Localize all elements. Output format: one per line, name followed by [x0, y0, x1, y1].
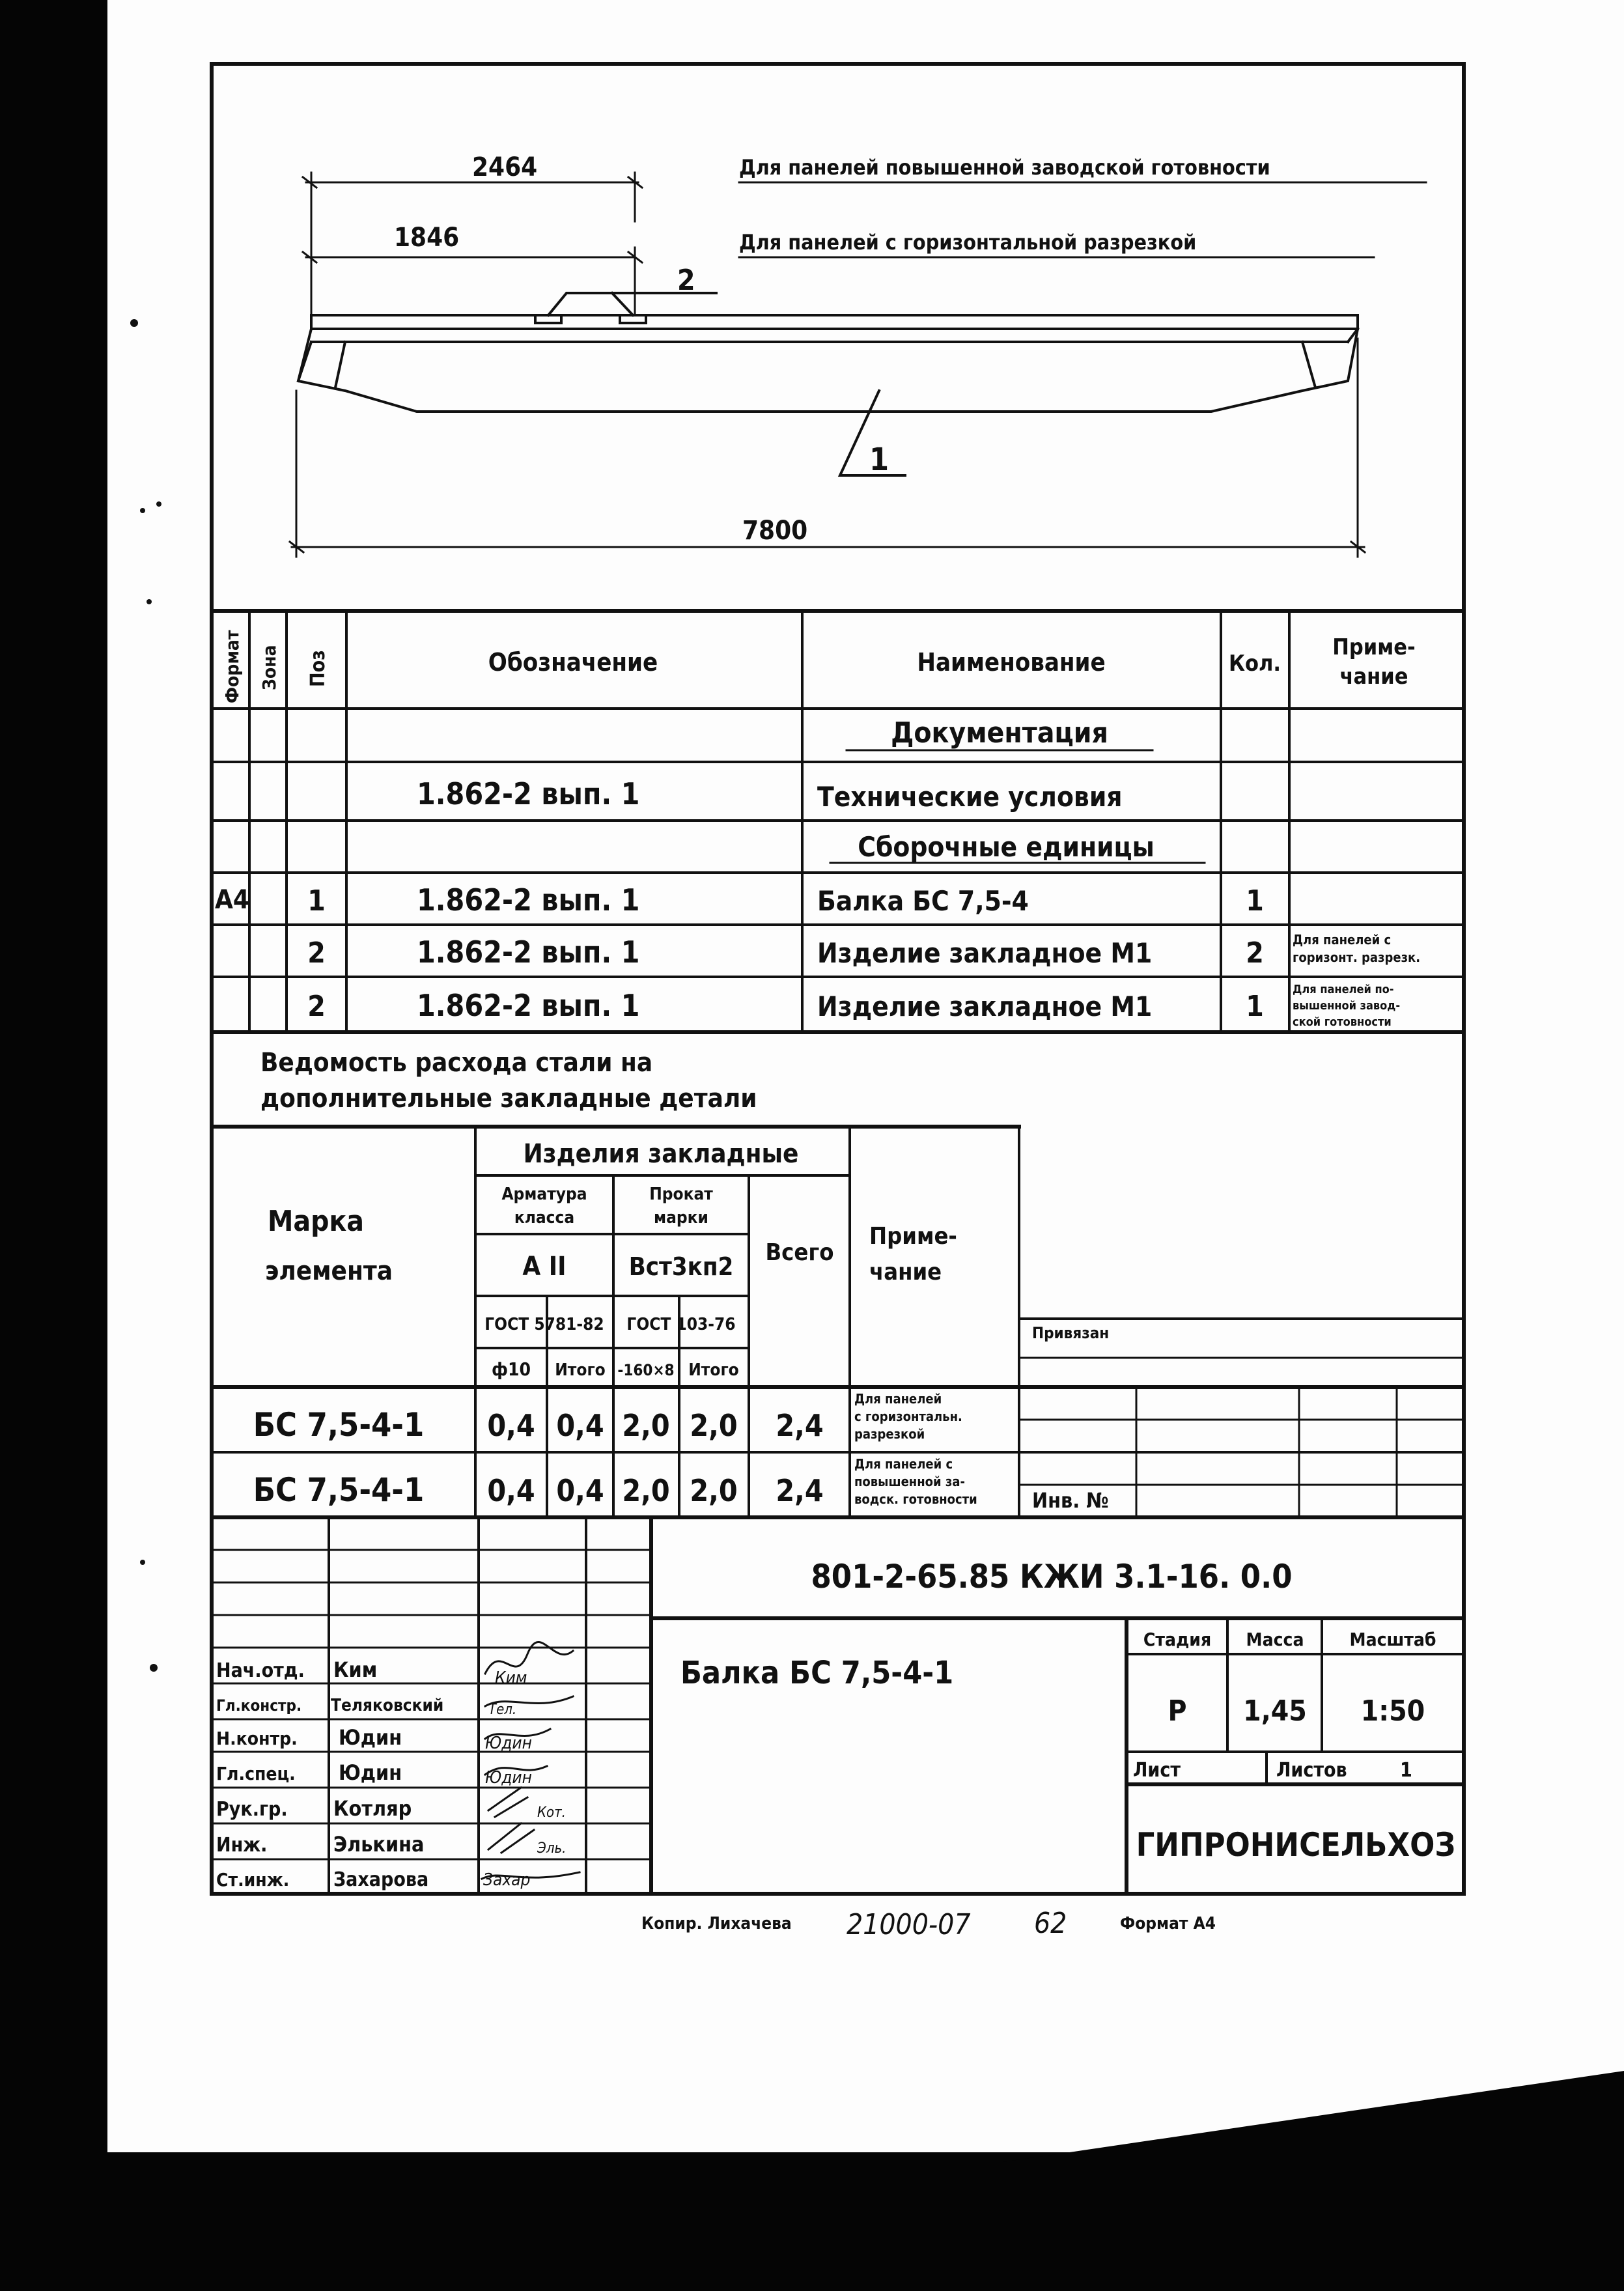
- callout-2: 2: [677, 264, 695, 297]
- sheets-label: Листов: [1276, 1759, 1347, 1782]
- footer-copied: Копир. Лихачева: [641, 1914, 792, 1933]
- spec-section-assemblies: Сборочные единицы: [858, 831, 1155, 863]
- spec-row-pos: 1: [307, 884, 326, 918]
- staff-name: Котляр: [333, 1796, 412, 1821]
- steel-sub-plate: -160×8: [617, 1361, 675, 1379]
- staff-name: Юдин: [339, 1725, 402, 1750]
- spec-row-pos: 2: [307, 936, 326, 970]
- dim-2464: 2464: [472, 152, 538, 182]
- steel-row-note: Для панелей: [854, 1391, 942, 1407]
- staff-sign: Кот.: [537, 1805, 566, 1821]
- staff-role: Рук.гр.: [216, 1798, 288, 1821]
- spec-row-note: горизонт. разрезк.: [1293, 949, 1421, 965]
- staff-name: Элькина: [333, 1832, 425, 1857]
- stamp-inv: Инв. №: [1032, 1488, 1109, 1513]
- steel-row-value: 0,4: [556, 1473, 604, 1508]
- sheet-label: Лист: [1133, 1759, 1181, 1782]
- stage-label: Стадия: [1143, 1629, 1212, 1650]
- mass-value: 1,45: [1243, 1694, 1307, 1728]
- scale-label: Масштаб: [1349, 1629, 1436, 1650]
- spec-row-qty: 1: [1246, 884, 1264, 918]
- steel-arm-header: класса: [514, 1208, 575, 1228]
- sheets-value: 1: [1400, 1759, 1412, 1782]
- steel-row-value: 0,4: [556, 1408, 604, 1443]
- staff-role: Инж.: [216, 1834, 268, 1857]
- staff-name: Захарова: [333, 1868, 429, 1891]
- stage-value: Р: [1168, 1694, 1187, 1728]
- steel-row-value: 2,0: [622, 1408, 670, 1443]
- spec-col-designation: Обозначение: [488, 648, 658, 677]
- steel-row-note: с горизонтальн.: [854, 1409, 962, 1424]
- steel-sub-d10: ф10: [491, 1358, 531, 1380]
- steel-row-note: разрезкой: [854, 1426, 925, 1442]
- beam-drawing: [298, 293, 1358, 475]
- callout-1: 1: [869, 442, 889, 478]
- spec-row-designation: 1.862-2 вып. 1: [417, 935, 640, 970]
- steel-col-mark: элемента: [265, 1256, 393, 1286]
- staff-sign: Ким: [495, 1668, 527, 1688]
- spec-col-note: чание: [1339, 664, 1408, 690]
- spec-col-format: Формат: [221, 630, 243, 703]
- staff-sign: Юдин: [485, 1768, 532, 1788]
- spec-row-note: вышенной завод-: [1293, 999, 1401, 1013]
- steel-col-note: Приме-: [869, 1223, 957, 1250]
- staff-role: Н.контр.: [216, 1728, 298, 1749]
- steel-col-total: Всего: [765, 1239, 834, 1266]
- steel-row-value: 0,4: [487, 1473, 535, 1508]
- staff-sign: Эль.: [537, 1840, 567, 1857]
- steel-row-mark: БС 7,5-4-1: [253, 1471, 425, 1509]
- steel-group-header: Изделия закладные: [523, 1139, 799, 1169]
- staff-role: Гл.спец.: [216, 1763, 296, 1784]
- doc-code: 801-2-65.85 КЖИ 3.1-16. 0.0: [811, 1558, 1293, 1595]
- spec-row-designation: 1.862-2 вып. 1: [417, 776, 640, 811]
- spec-row-name: Технические условия: [817, 781, 1123, 813]
- doc-title: Балка БС 7,5-4-1: [680, 1655, 954, 1691]
- staff-role: Нач.отд.: [216, 1659, 305, 1682]
- staff-name: Юдин: [339, 1760, 402, 1785]
- mass-label: Масса: [1246, 1629, 1304, 1650]
- dim-2464-note: Для панелей повышенной заводской готовности: [739, 155, 1270, 180]
- staff-sign: Юдин: [485, 1734, 532, 1753]
- staff-sign: Захар: [483, 1870, 531, 1890]
- steel-row-value: 0,4: [487, 1408, 535, 1443]
- steel-row-value: 2,0: [690, 1408, 738, 1443]
- steel-row-note: Для панелей с: [854, 1456, 953, 1472]
- spec-row-qty: 1: [1246, 990, 1264, 1023]
- spec-row-format: А4: [215, 885, 249, 915]
- spec-row-note: ской готовности: [1293, 1015, 1392, 1029]
- spec-section-docs: Документация: [891, 716, 1108, 750]
- steel-title: Ведомость расхода стали на: [260, 1048, 653, 1078]
- steel-prokat-mark: Вст3кп2: [628, 1252, 734, 1281]
- steel-prokat-header: марки: [654, 1208, 708, 1228]
- steel-arm-header: Арматура: [501, 1185, 587, 1204]
- steel-row-value: 2,4: [776, 1473, 824, 1508]
- steel-sub-total: Итого: [555, 1360, 606, 1380]
- footer-page: 62: [1034, 1907, 1067, 1940]
- steel-col-mark: Марка: [267, 1205, 365, 1238]
- footer-order: 21000-07: [847, 1908, 971, 1941]
- steel-sub-total: Итого: [688, 1360, 739, 1380]
- steel-row-value: 2,0: [622, 1473, 670, 1508]
- staff-role: Ст.инж.: [216, 1869, 290, 1890]
- footer-format: Формат А4: [1120, 1914, 1216, 1933]
- spec-row-name: Балка БС 7,5-4: [817, 885, 1029, 917]
- steel-row-note: повышенной за-: [854, 1474, 965, 1489]
- scale-value: 1:50: [1360, 1694, 1425, 1728]
- steel-prokat-gost: ГОСТ 103-76: [626, 1315, 736, 1334]
- spec-row-note: Для панелей по-: [1293, 983, 1394, 996]
- steel-row-value: 2,4: [776, 1408, 824, 1443]
- spec-row-note: Для панелей с: [1293, 932, 1392, 948]
- stamp-privyazan: Привязан: [1032, 1324, 1110, 1342]
- steel-row-mark: БС 7,5-4-1: [253, 1406, 425, 1444]
- spec-row-pos: 2: [307, 990, 326, 1023]
- dim-7800: 7800: [742, 516, 808, 546]
- steel-title: дополнительные закладные детали: [260, 1084, 757, 1114]
- spec-col-pos: Поз: [307, 650, 329, 687]
- spec-row-designation: 1.862-2 вып. 1: [417, 988, 640, 1023]
- organization: ГИПРОНИСЕЛЬХОЗ: [1136, 1826, 1456, 1864]
- steel-col-note: чание: [869, 1259, 942, 1286]
- dim-1846: 1846: [394, 223, 460, 253]
- dim-1846-note: Для панелей с горизонтальной разрезкой: [739, 230, 1197, 255]
- steel-prokat-header: Прокат: [649, 1185, 713, 1204]
- spec-row-qty: 2: [1246, 936, 1264, 970]
- staff-sign: Тел.: [488, 1702, 517, 1718]
- steel-row-note: водск. готовности: [854, 1491, 977, 1507]
- spec-col-note: Приме-: [1332, 634, 1416, 660]
- spec-row-designation: 1.862-2 вып. 1: [417, 882, 640, 918]
- staff-name: Ким: [333, 1657, 378, 1682]
- spec-row-name: Изделие закладное М1: [817, 991, 1153, 1022]
- spec-col-name: Наименование: [917, 648, 1106, 677]
- staff-role: Гл.констр.: [216, 1696, 302, 1715]
- spec-col-qty: Кол.: [1228, 651, 1281, 677]
- steel-row-value: 2,0: [690, 1473, 738, 1508]
- steel-arm-gost: ГОСТ 5781-82: [484, 1315, 604, 1334]
- spec-col-zone: Зона: [259, 645, 280, 690]
- steel-arm-class: А II: [522, 1252, 567, 1282]
- spec-row-name: Изделие закладное М1: [817, 937, 1153, 969]
- steel-table-grid: [212, 1127, 1464, 1517]
- staff-name: Теляковский: [331, 1696, 444, 1715]
